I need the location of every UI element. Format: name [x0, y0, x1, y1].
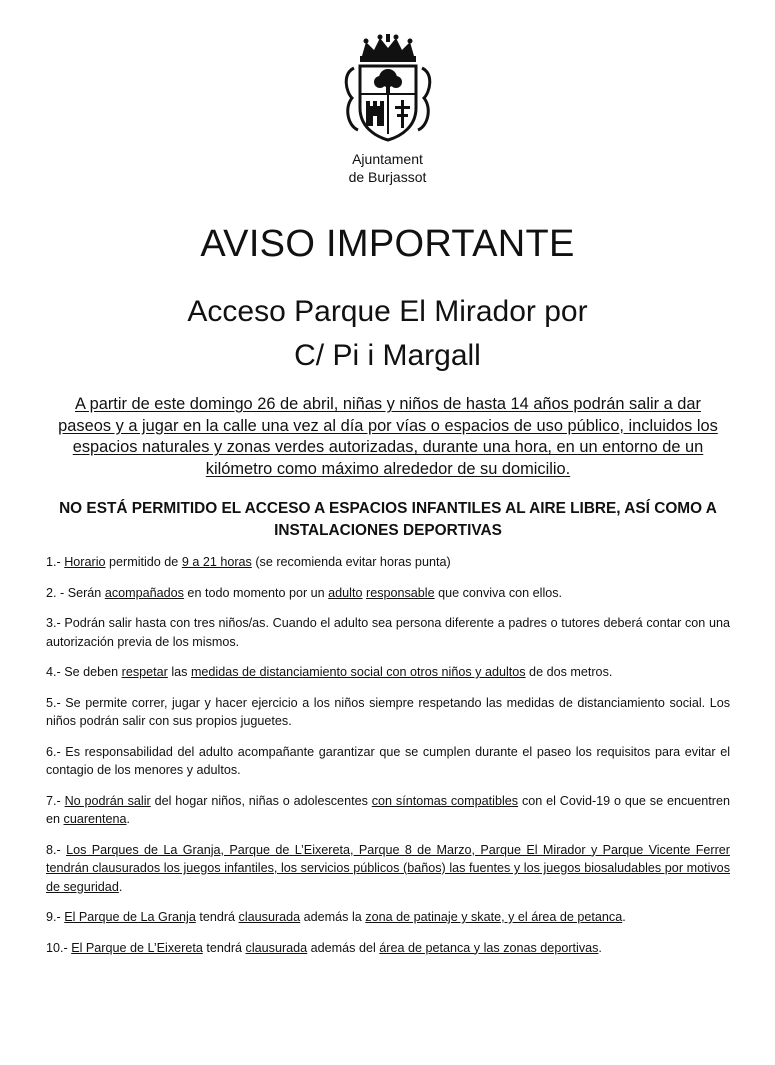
issuer-name-line2: de Burjassot: [348, 169, 427, 185]
rule-item-5: 5.- Se permite correr, jugar y hacer ejercicio a los niños siempre respetando las medidas de distanciamiento social. Los niños podrán salir con sus propios juguetes.: [46, 695, 730, 728]
intro-paragraph: A partir de este domingo 26 de abril, niñas y niños de hasta 14 años podrán salir a dar paseos y a jugar en la calle una vez al día por vías o espacios de uso público, incluidos los espacios naturales y zonas verdes autorizadas, durante una hora, en un entorno de un kilómetro como máximo alrededor de su domicilio.: [58, 395, 718, 478]
issuer-name-line1: Ajuntament: [352, 151, 423, 167]
notice-title: AVISO IMPORTANTE: [200, 223, 575, 265]
rule-item-10: 10.- El Parque de L’Eixereta tendrá clausurada además del área de petanca y las zonas deportivas.: [46, 940, 602, 955]
subtitle-line2: C/ Pi i Margall: [294, 339, 481, 372]
issuer-name: [300, 150, 475, 186]
rule-item-9: 9.- El Parque de La Granja tendrá clausurada además la zona de patinaje y skate, y el área de petanca.: [46, 910, 626, 924]
subtitle-line1: Acceso Parque El Mirador por: [187, 295, 588, 328]
warning-line1: NO ESTÁ PERMITIDO EL ACCESO A ESPACIOS INFANTILES AL AIRE LIBRE, ASÍ COMO A: [59, 500, 717, 517]
warning-line2: INSTALACIONES DEPORTIVAS: [274, 522, 502, 539]
town-coat-of-arms-icon: [340, 34, 436, 142]
rule-item-3: 3.- Podrán salir hasta con tres niños/as. Cuando el adulto sea persona diferente a padres o tutores deberá contar con una autorización previa de los mismos.: [46, 616, 730, 649]
rules-list: [46, 553, 730, 969]
notice-subtitle: [100, 290, 675, 378]
prohibition-warning: [50, 498, 726, 542]
rule-item-1: 1.- Horario permitido de 9 a 21 horas (se recomienda evitar horas punta): [46, 555, 451, 569]
rule-item-8: 8.- Los Parques de La Granja, Parque de L’Eixereta, Parque 8 de Marzo, Parque El Mirador y Parque Vicente Ferrer tendrán clausurados los juegos infantiles, los servicios públicos (baños) las fuentes y los juegos biosaludables por motivos de seguridad.: [46, 842, 730, 894]
rule-item-2: 2. - Serán acompañados en todo momento por un adulto responsable que conviva con ellos.: [46, 585, 563, 600]
rule-item-4: 4.- Se deben respetar las medidas de distanciamiento social con otros niños y adultos de dos metros.: [46, 665, 613, 679]
rule-item-6: 6.- Es responsabilidad del adulto acompañante garantizar que se cumplen durante el paseo los requisitos para evitar el contagio de los menores y adultos.: [46, 744, 730, 777]
rule-item-7: 7.- No podrán salir del hogar niños, niñas o adolescentes con síntomas compatibles con el Covid-19 o que se encuentren en cuarentena.: [46, 793, 730, 826]
